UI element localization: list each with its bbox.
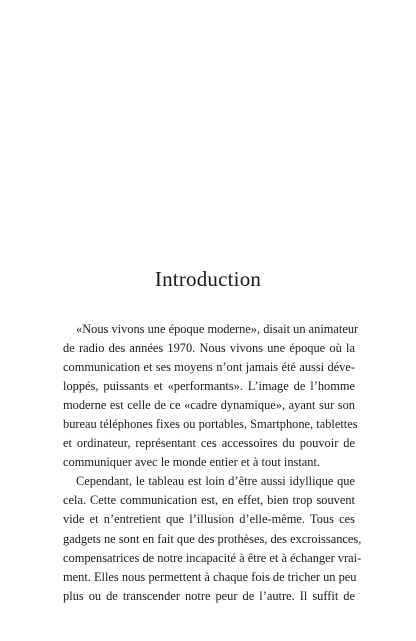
text-line: communication et ses moyens n’ont jamais été aussi déve- <box>63 360 355 375</box>
text-line: gadgets ne sont en fait que des prothèses, des excroissances, <box>63 531 362 546</box>
text-line: cela. Cette communication est, en effet, bien trop souvent <box>63 493 355 508</box>
text-line: de radio des années 1970. Nous vivons une époque où la <box>63 341 355 356</box>
chapter-title: Introduction <box>154 267 262 291</box>
text-line: et ordinateur, représentant ces accessoires du pouvoir de <box>63 436 355 451</box>
text-line: Cependant, le tableau est loin d’être aussi idyllique que <box>76 474 355 489</box>
text-line: plus ou de transcender notre peur de l’autre. Il suffit de <box>63 588 355 603</box>
text-line: moderne est celle de ce «cadre dynamique», ayant sur son <box>63 398 355 413</box>
text-line: loppés, puissants et «performants». L’image de l’homme <box>63 379 355 394</box>
text-line: compensatrices de notre incapacité à être et à échanger vrai- <box>63 550 362 565</box>
text-line: ment. Elles nous permettent à chaque fois de tricher un peu <box>63 569 357 584</box>
text-line: «Nous vivons une époque moderne», disait un animateur <box>76 322 359 336</box>
text-line: communiquer avec le monde entier et à tout instant. <box>63 455 321 470</box>
text-line: bureau téléphones fixes ou portables, Smartphone, tablettes <box>63 417 358 432</box>
text-line: vide et n’entretient que l’illusion d’elle-même. Tous ces <box>63 512 355 527</box>
body-text <box>63 320 362 606</box>
